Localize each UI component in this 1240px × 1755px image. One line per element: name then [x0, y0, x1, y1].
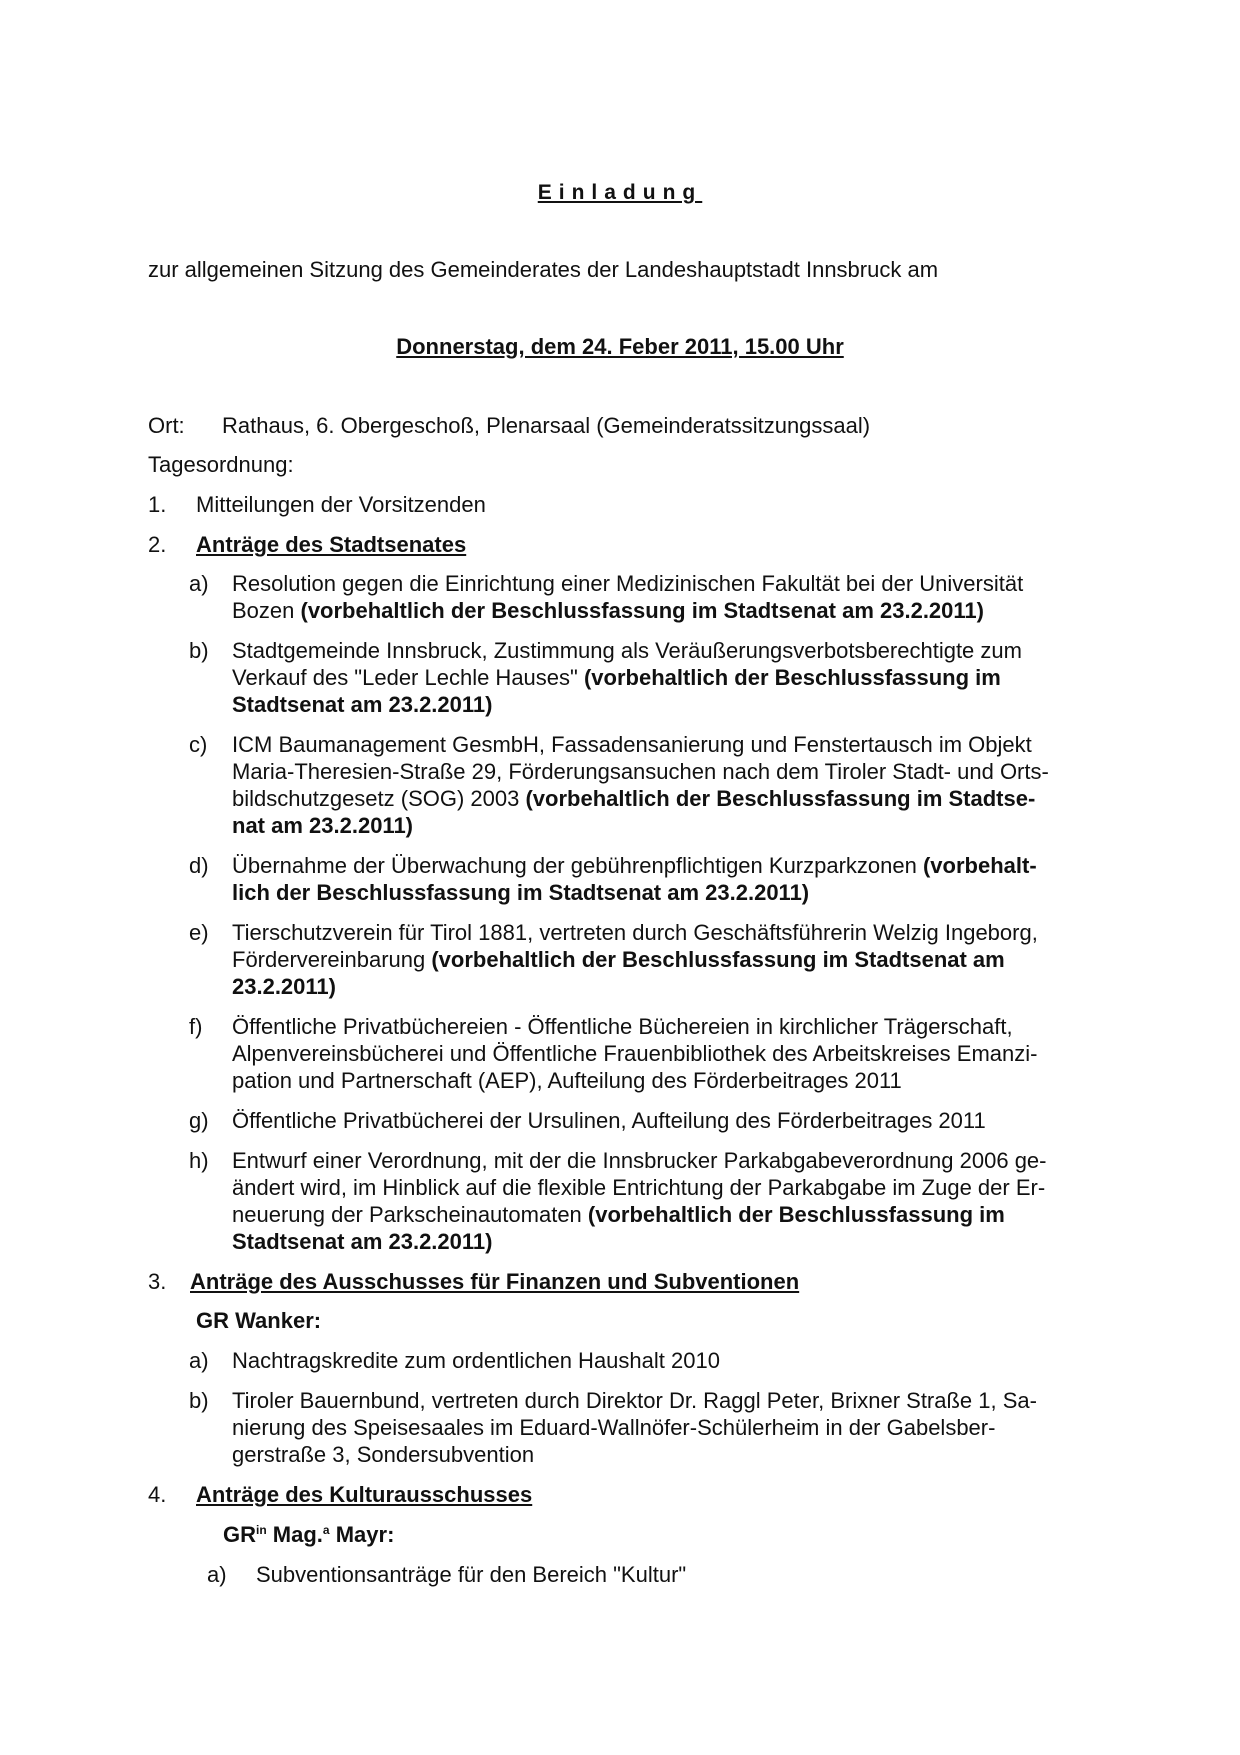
place-label: Ort:	[148, 413, 185, 438]
item-4a-line1: Subventionsanträge für den Bereich "Kultur"	[256, 1562, 687, 1587]
item-2b-letter: b)	[189, 638, 209, 663]
item-2c-line3: bildschutzgesetz (SOG) 2003 (vorbehaltlich der Beschlussfassung im Stadtse-	[232, 786, 1036, 811]
item-2f-line2: Alpenvereinsbücherei und Öffentliche Frauenbibliothek des Arbeitskreises Emanzi-	[232, 1041, 1038, 1066]
item-2c-line4: nat am 23.2.2011)	[232, 813, 414, 838]
item-2g-line1: Öffentliche Privatbücherei der Ursulinen, Aufteilung des Förderbeitrages 2011	[232, 1108, 986, 1133]
item-3b-line3: gerstraße 3, Sondersubvention	[232, 1442, 535, 1467]
intro-text: zur allgemeinen Sitzung des Gemeinderates der Landeshauptstadt Innsbruck am	[148, 257, 939, 282]
item-2e-line1: Tierschutzverein für Tirol 1881, vertreten durch Geschäftsführerin Welzig Ingeborg,	[232, 920, 1038, 945]
item-2e-line2: Fördervereinbarung (vorbehaltlich der Beschlussfassung im Stadtsenat am	[232, 947, 1005, 972]
item-2e-letter: e)	[189, 920, 209, 945]
item-3-number: 3.	[148, 1269, 167, 1294]
item-4-speaker: $GR^{in}$ Mag.$^a$ Mayr:	[223, 1522, 395, 1547]
document-title: Einladung	[537, 181, 703, 204]
item-3b-line1: Tiroler Bauernbund, vertreten durch Direktor Dr. Raggl Peter, Brixner Straße 1, Sa-	[232, 1388, 1037, 1413]
item-2d-line2: lich der Beschlussfassung im Stadtsenat am 23.2.2011)	[232, 880, 810, 905]
place-value: Rathaus, 6. Obergeschoß, Plenarsaal (Gemeinderatssitzungssaal)	[222, 413, 871, 438]
item-2f-line3: pation und Partnerschaft (AEP), Aufteilung des Förderbeitrages 2011	[232, 1068, 902, 1093]
item-3a-letter: a)	[189, 1348, 209, 1373]
meeting-date: Donnerstag, dem 24. Feber 2011, 15.00 Uhr	[396, 334, 844, 359]
item-2c-line2: Maria-Theresien-Straße 29, Förderungsansuchen nach dem Tiroler Stadt- und Orts-	[232, 759, 1049, 784]
item-3-speaker: GR Wanker:	[196, 1308, 322, 1333]
item-2h-letter: h)	[189, 1148, 209, 1173]
item-2f-line1: Öffentliche Privatbüchereien - Öffentliche Büchereien in kirchlicher Trägerschaft,	[232, 1014, 1013, 1039]
item-2a-letter: a)	[189, 571, 209, 596]
item-2h-line4: Stadtsenat am 23.2.2011)	[232, 1229, 493, 1254]
item-2-title: Anträge des Stadtsenates	[196, 532, 467, 557]
item-3b-letter: b)	[189, 1388, 209, 1413]
item-2d-line1: Übernahme der Überwachung der gebührenpflichtigen Kurzparkzonen (vorbehalt-	[232, 853, 1037, 878]
item-2d-letter: d)	[189, 853, 209, 878]
item-2h-line2: ändert wird, im Hinblick auf die flexible Entrichtung der Parkabgabe im Zuge der Er-	[232, 1175, 1046, 1200]
item-1-title: Mitteilungen der Vorsitzenden	[196, 492, 486, 517]
item-2g-letter: g)	[189, 1108, 209, 1133]
item-2h-line3: neuerung der Parkscheinautomaten (vorbehaltlich der Beschlussfassung im	[232, 1202, 1005, 1227]
agenda-label: Tagesordnung:	[148, 452, 294, 477]
item-2-number: 2.	[148, 532, 167, 557]
item-4a-letter: a)	[207, 1562, 227, 1587]
item-2b-line1: Stadtgemeinde Innsbruck, Zustimmung als Veräußerungsverbotsberechtigte zum	[232, 638, 1022, 663]
item-2e-line3: 23.2.2011)	[232, 974, 336, 999]
item-4-title: Anträge des Kulturausschusses	[196, 1482, 533, 1507]
item-2c-letter: c)	[189, 732, 208, 757]
item-3-title: Anträge des Ausschusses für Finanzen und Subventionen	[190, 1269, 800, 1294]
item-1-number: 1.	[148, 492, 167, 517]
item-3b-line2: nierung des Speisesaales im Eduard-Wallnöfer-Schülerheim in der Gabelsber-	[232, 1415, 996, 1440]
item-2a-line1: Resolution gegen die Einrichtung einer Medizinischen Fakultät bei der Universität	[232, 571, 1024, 596]
item-2b-line3: Stadtsenat am 23.2.2011)	[232, 692, 493, 717]
item-3a-line1: Nachtragskredite zum ordentlichen Haushalt 2010	[232, 1348, 720, 1373]
item-2a-line2: Bozen (vorbehaltlich der Beschlussfassung im Stadtsenat am 23.2.2011)	[232, 598, 984, 623]
item-2b-line2: Verkauf des "Leder Lechle Hauses" (vorbehaltlich der Beschlussfassung im	[232, 665, 1001, 690]
item-2c-line1: ICM Baumanagement GesmbH, Fassadensanierung und Fenstertausch im Objekt	[232, 732, 1032, 757]
item-4-number: 4.	[148, 1482, 167, 1507]
item-2f-letter: f)	[189, 1014, 203, 1039]
item-2h-line1: Entwurf einer Verordnung, mit der die Innsbrucker Parkabgabeverordnung 2006 ge-	[232, 1148, 1047, 1173]
